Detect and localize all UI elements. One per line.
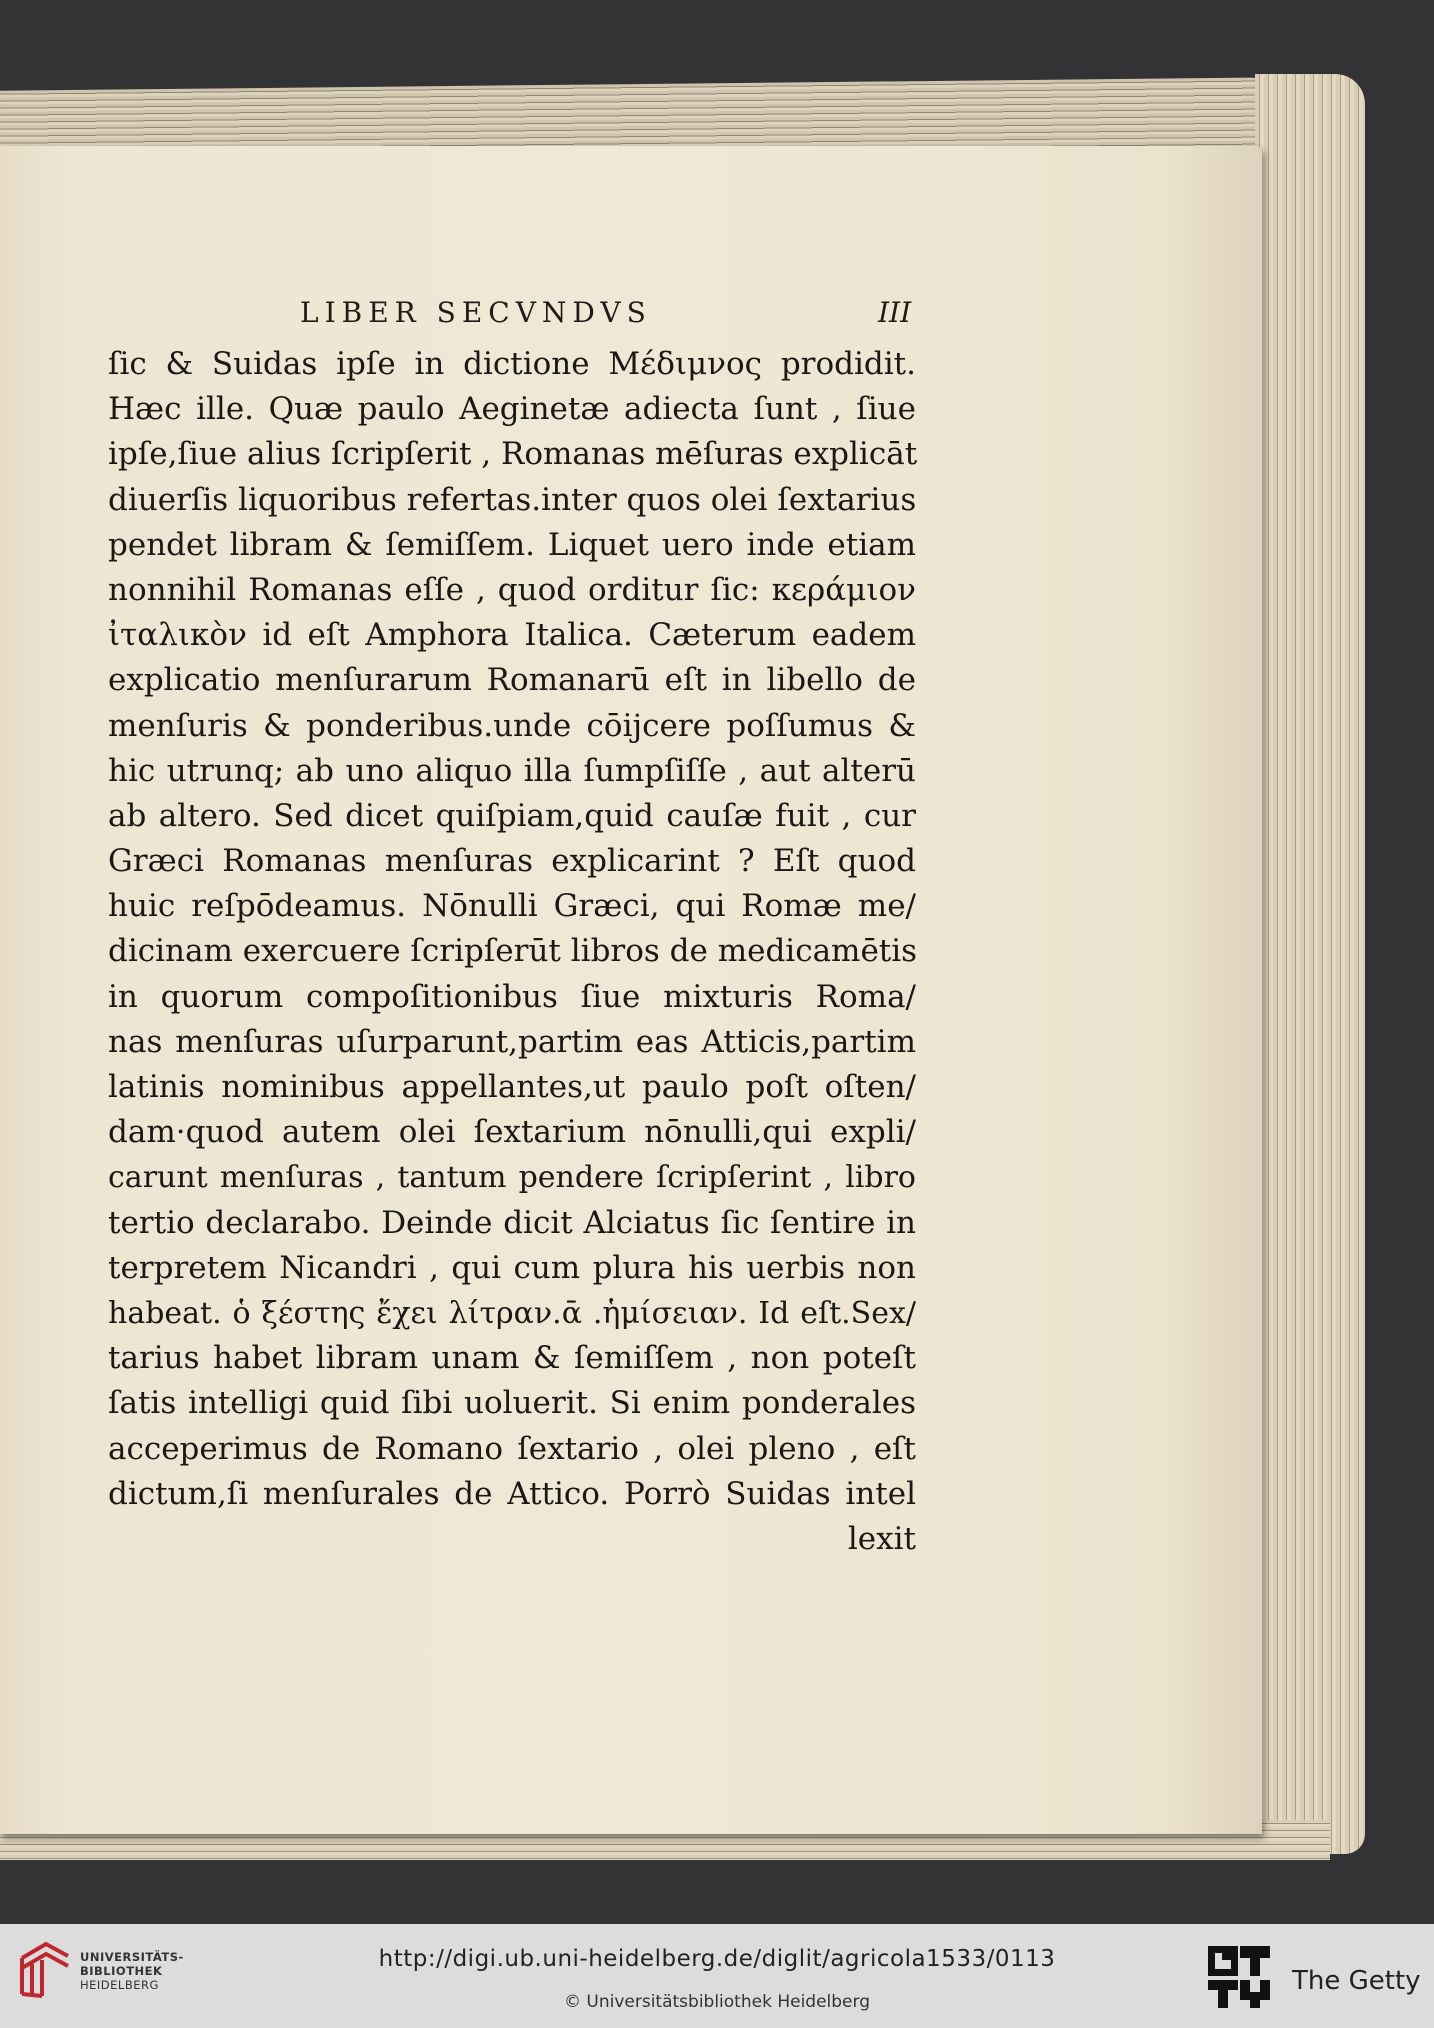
text-line-content: ſatis intelligi quid ſibi uoluerit. Si enim ponderales (108, 1385, 916, 1422)
text-line-content: nonnihil Romanas eſſe , quod orditur ſic: κεράμιον (108, 571, 916, 608)
text-line-content: nas menſuras uſurparunt,partim eas Atticis,partim (108, 1023, 916, 1060)
partner-name: The Getty (1292, 1966, 1421, 1996)
text-line (108, 929, 916, 974)
text-line (108, 1472, 916, 1517)
folio-number: III (878, 296, 912, 329)
text-line (108, 1246, 916, 1291)
text-line-content: terpretem Nicandri , qui cum plura his uerbis non (108, 1249, 916, 1286)
viewer-footer (0, 1924, 1434, 2028)
text-line (108, 1110, 916, 1155)
text-line (108, 839, 916, 884)
library-name-line-3: HEIDELBERG (80, 1978, 159, 1992)
library-name-line-2: BIBLIOTHEK (80, 1964, 163, 1978)
text-line (108, 568, 916, 613)
getty-logo-icon (1206, 1944, 1276, 2012)
text-line-content: dicinam exercuere ſcripſerūt libros de medicamētis (108, 933, 918, 970)
text-line (108, 749, 916, 794)
permalink-url[interactable]: http://digi.ub.uni-heidelberg.de/diglit/agricola1533/0113 (378, 1946, 1056, 1972)
text-line (108, 1427, 916, 1472)
text-line (108, 342, 916, 387)
text-line (108, 658, 916, 703)
text-line (108, 975, 916, 1020)
text-line (108, 704, 916, 749)
text-line-content: tertio declarabo. Deinde dicit Alciatus ſic ſentire in (108, 1204, 916, 1241)
text-line-content: latinis nominibus appellantes,ut paulo poſt oſten/ (108, 1069, 916, 1105)
text-line-content: hic utrunq; ab uno aliquo illa ſumpſiſſe , aut alterū (108, 752, 916, 789)
page-header (0, 296, 1262, 336)
text-line-content: ſic & Suidas ipſe in dictione Μέδιμνος prodidit. (108, 346, 916, 382)
text-line-content: Hæc ille. Quæ paulo Aeginetæ adiecta ſunt , ſiue (108, 391, 916, 428)
running-title: LIBER SECVNDVS (300, 296, 652, 329)
text-line-content: acceperimus de Romano ſextario , olei pleno , eſt (108, 1430, 916, 1467)
book-page (0, 146, 1262, 1834)
text-line-content: habeat. ὁ ξέστης ἔχει λίτραν.ᾱ .ἡμίσειαν. Id eſt.Sex/ (108, 1295, 916, 1331)
text-line-content: ab altero. Sed dicet quiſpiam,quid cauſæ fuit , cur (108, 797, 916, 834)
text-line (108, 432, 916, 477)
copyright-notice: © Universitätsbibliothek Heidelberg (563, 1992, 870, 2012)
text-line (108, 1155, 916, 1200)
body-text (108, 342, 916, 1562)
text-line (108, 523, 916, 568)
text-line-content: huic reſpōdeamus. Nōnulli Græci, qui Romæ me/ (108, 888, 916, 925)
text-line-content: ἰταλικὸν id eſt Amphora Italica. Cæterum eadem (108, 617, 916, 654)
text-line-content: pendet libram & ſemiſſem. Liquet uero inde etiam (108, 526, 916, 563)
text-line-content: carunt menſuras , tantum pendere ſcripſerint , libro (108, 1160, 916, 1196)
text-line (108, 884, 916, 929)
text-line-content: ipſe,ſiue alius ſcripſerit , Romanas mēſuras explicāt (108, 436, 918, 473)
text-line (108, 1336, 916, 1381)
text-line-content: explicatio menſurarum Romanarū eſt in libello de (108, 662, 916, 699)
text-line (108, 1020, 916, 1065)
text-line (108, 1065, 916, 1110)
text-line-content: diuerſis liquoribus refertas.inter quos olei ſextarius (108, 481, 917, 518)
text-line-content: tarius habet libram unam & ſemiſſem , non poteſt (108, 1340, 916, 1377)
book-fore-edge (1255, 74, 1365, 1854)
text-line (108, 478, 916, 523)
text-line (108, 387, 916, 432)
text-line (108, 794, 916, 839)
text-line (108, 613, 916, 658)
library-name-line-1: UNIVERSITÄTS- (80, 1950, 184, 1964)
text-line (108, 1201, 916, 1246)
text-line (108, 1291, 916, 1336)
text-line-content: menſuris & ponderibus.unde cōijcere poſſumus & (108, 707, 916, 744)
text-line (108, 1381, 916, 1426)
catchword: lexit (847, 1520, 916, 1557)
text-line-content: dam·quod autem olei ſextarium nōnulli,qui expli/ (108, 1114, 916, 1151)
text-line-content: in quorum compoſitionibus ſiue mixturis Roma/ (108, 978, 916, 1015)
text-line-content: dictum,ſi menſurales de Attico. Porrò Suidas intel (108, 1475, 916, 1512)
partner-logo[interactable] (1206, 1944, 1426, 2014)
text-line-content: Græci Romanas menſuras explicarint ? Eſt quod (108, 843, 916, 880)
